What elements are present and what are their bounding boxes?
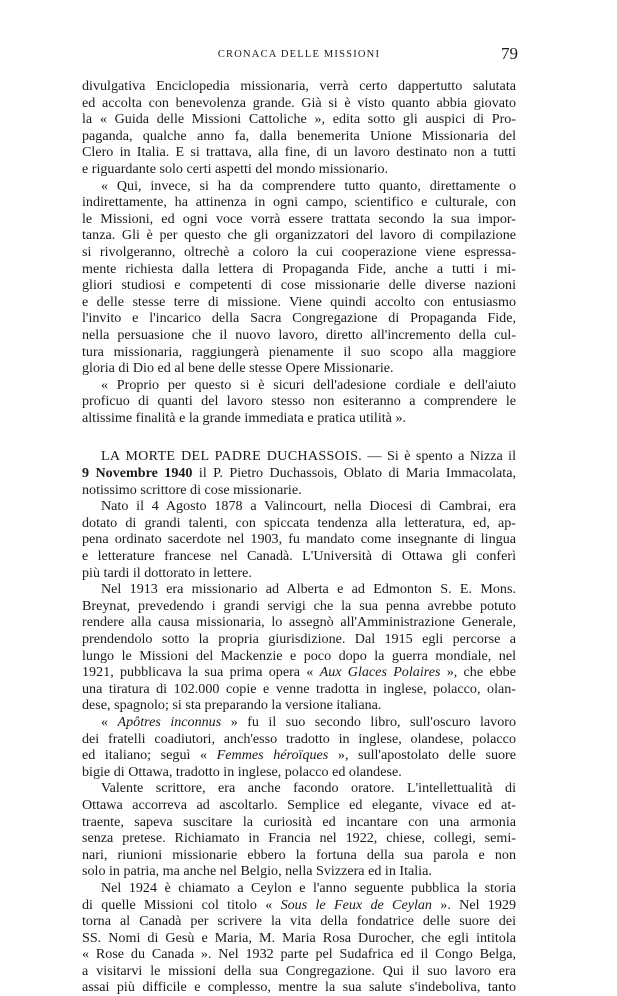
text-line: dei fratelli coadiutori, anch'esso tradotto in inglese, olandese, polacco: [82, 730, 516, 747]
text-line: rendere alla causa missionaria, lo assegnò all'Amministrazione Generale,: [82, 614, 516, 631]
text-span: «: [101, 713, 118, 730]
text-line: dotato di grandi talenti, con spiccata tendenza alla letteratura, ed, ap-: [82, 514, 516, 531]
text-line: Ottawa accorreva ad ascoltarlo. Semplice ed elegante, vivace ed at-: [82, 796, 516, 813]
text-line: altissime finalità e la grande immediata e pratica utilità ».: [82, 409, 407, 426]
text-line: la « Guida delle Missioni Cattoliche », edita sotto gli auspici di Pro-: [82, 111, 516, 128]
text-line: le Missioni, ed ogni voce vorrà essere trattata secondo la sua impor-: [82, 210, 516, 227]
text-line: bigie di Ottawa, tradotto in inglese, polacco ed olandese.: [82, 763, 402, 780]
text-line: l'invito e l'incarico della Sacra Congregazione di Propaganda Fide,: [82, 310, 516, 327]
text-line: [82, 465, 516, 482]
text-span: ed italiano; seguì «: [82, 747, 217, 764]
text-span: di quelle Missioni col titolo «: [82, 896, 281, 913]
book-title: Apôtres inconnus: [117, 713, 222, 730]
text-line: gloria di Dio ed al bene delle stesse Opere Missionarie.: [82, 360, 394, 377]
section-heading-title: LA MORTE DEL PADRE DUCHASSOIS.: [101, 448, 363, 465]
text-line: si rivolgeranno, oltrechè a coloro la cui cooperazione viene espressa-: [82, 243, 516, 260]
text-line: e letterature francese nel Canadà. L'Università di Ottawa gli conferì: [82, 548, 516, 565]
text-line: notissimo scrittore di cose missionarie.: [82, 481, 302, 498]
text-line: tura missionaria, raggiungerà pienamente il suo scopo alla maggiore: [82, 343, 516, 360]
text-line: [82, 714, 516, 731]
text-line: « Qui, invece, si ha da comprendere tutto quanto, direttamente o: [101, 177, 516, 194]
text-line: [82, 897, 516, 914]
text-span: il P. Pietro Duchassois, Oblato di Maria Immacolata,: [192, 465, 516, 482]
text-span: ». Nel 1929: [431, 896, 516, 913]
text-line: torna al Canadà per scrivere la vita della fondatrice delle suore dei: [82, 913, 516, 930]
text-line: nari, riunioni missionarie ebbero la fortuna della sua parola e non: [82, 846, 516, 863]
text-line: Breynat, prevedendo i grandi servigi che la sua penna avrebbe potuto: [82, 597, 516, 614]
text-line: senza pretese. Richiamato in Francia nel 1922, chiese, collegi, semi-: [82, 830, 516, 847]
section-heading-line: [82, 448, 516, 465]
body-text: [82, 78, 516, 996]
text-line: indirettamente, ha attinenza in ogni campo, scientifico e culturale, con: [82, 194, 516, 211]
section-break: [82, 426, 516, 448]
text-line: « Rose du Canada ». Nel 1932 parte pel Sudafrica ed il Congo Belga,: [82, 946, 516, 963]
text-line: prendendolo sotto la propria giurisdizione. Dal 1915 egli percorse a: [82, 631, 516, 647]
text-span: » fu il suo secondo libro, sull'oscuro lavoro: [221, 713, 516, 730]
page-number: 79: [501, 44, 518, 63]
text-line: [82, 664, 516, 681]
book-title: Sous le Feux de Ceylan: [280, 896, 432, 913]
text-span: 1921, pubblicava la sua prima opera «: [82, 664, 320, 681]
text-line: assai più difficile e complesso, mentre la sua salute s'indeboliva, tanto: [82, 979, 516, 996]
running-head: [82, 46, 516, 66]
text-line: tanza. Gli è per questo che gli organizzatori del lavoro di compilazione: [82, 227, 516, 244]
text-line: Clero in Italia. E si trattava, alla fine, di un lavoro destinato non a tutti: [82, 144, 516, 161]
book-title: Aux Glaces Polaires: [319, 664, 441, 681]
book-title: Femmes héroïques: [216, 747, 329, 764]
text-span: », sull'apostolato delle suore: [328, 747, 516, 764]
text-line: lungo le Missioni del Mackenzie e poco dopo la guerra mondiale, nel: [82, 647, 516, 664]
text-line: dese, spagnolo; si sta preparando la versione italiana.: [82, 697, 382, 714]
text-line: traente, sapeva suscitare la curiosità ed incantare con una armonia: [82, 813, 516, 830]
text-line: più tardi il dottorato in lettere.: [82, 564, 252, 581]
text-line: mente richiesta dalla lettera di Propaganda Fide, anche a tutti i mi-: [82, 260, 516, 277]
text-line: solo in patria, ma anche nel Belgio, nella Svizzera ed in Italia.: [82, 863, 432, 880]
text-line: e riguardante solo certi aspetti del mondo missionario.: [82, 160, 389, 177]
text-line: e delle stesse terre di missione. Viene quindi accolto con entusiasmo: [82, 293, 516, 310]
text-line: pena ordinato sacerdote nel 1903, fu mandato come insegnante di lingua: [82, 531, 516, 548]
text-line: Nato il 4 Agosto 1878 a Valincourt, nella Diocesi di Cambrai, era: [101, 498, 516, 515]
text-line: Valente scrittore, era anche facondo oratore. L'intellettualità di: [101, 780, 516, 797]
text-line: Nel 1913 era missionario ad Alberta e ad Edmonton S. E. Mons.: [101, 581, 516, 598]
text-span: », che ebbe: [440, 664, 516, 681]
text-line: ed accolta con benevolenza grande. Già si è visto quanto abbia giovato: [82, 94, 516, 111]
text-line: SS. Nomi di Gesù e Maria, M. Maria Rosa Durocher, che egli intitola: [82, 929, 516, 946]
text-line: nella persuasione che il nuovo lavoro, diretto all'incremento della cul-: [82, 326, 516, 343]
text-line: paganda, qualche anno fa, dalla benemerita Unione Missionaria del: [82, 127, 516, 144]
death-date: 9 Novembre 1940: [82, 465, 193, 482]
running-title: CRONACA DELLE MISSIONI: [217, 49, 381, 60]
text-line: una tiratura di 102.000 copie e venne tradotta in inglese, polacco, olan-: [82, 680, 516, 697]
heading-rest: — Si è spento a Nizza il: [362, 448, 516, 465]
text-line: a visitarvi le missioni della sua Congregazione. Qui il suo lavoro era: [82, 962, 516, 979]
text-line: Nel 1924 è chiamato a Ceylon e l'anno seguente pubblica la storia: [101, 879, 516, 896]
text-line: [82, 747, 516, 764]
text-line: « Proprio per questo si è sicuri dell'adesione cordiale e dell'aiuto: [101, 376, 516, 393]
text-line: proficuo di quanti del lavoro stesso non esiteranno a comprendere le: [82, 393, 516, 410]
text-line: gliori studiosi e competenti di cose missionarie delle diverse nazioni: [82, 277, 516, 294]
text-line: divulgativa Enciclopedia missionaria, verrà certo dappertutto salutata: [82, 78, 516, 94]
